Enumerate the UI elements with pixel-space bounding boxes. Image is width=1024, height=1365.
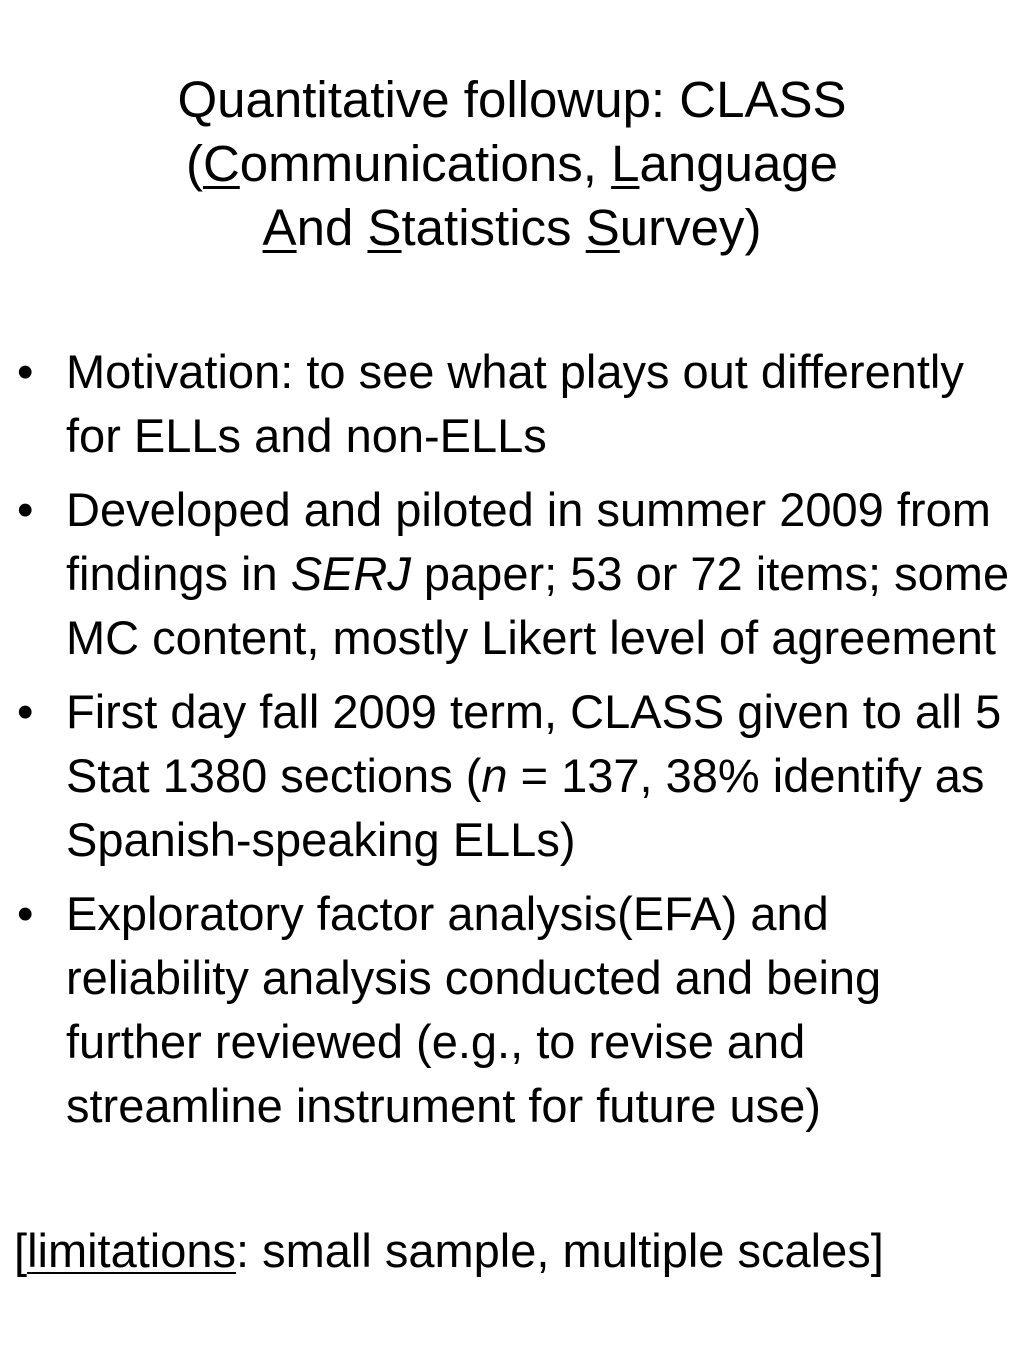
title-language-rest: anguage [639, 135, 839, 192]
bullet-dot-icon: • [17, 887, 34, 940]
limitations-open-bracket: [ [14, 1224, 28, 1277]
acronym-letter-a: A [262, 199, 297, 256]
title-line-3 [40, 196, 984, 260]
bullet-efa [0, 882, 1024, 1138]
sample-size-symbol: n [481, 749, 508, 802]
title-statistics-rest: tatistics [401, 199, 586, 256]
limitations-label: limitations [27, 1224, 237, 1277]
bullet-developed-text-2: paper; 53 or 72 items; some MC content, mostly Likert level of agreement [66, 547, 1010, 664]
bullet-first-day-text-2: = 137, 38% identify as Spanish-speaking ELLs) [66, 749, 985, 866]
acronym-letter-l: L [611, 135, 640, 192]
title-and-rest: nd [296, 199, 368, 256]
bullet-first-day [0, 680, 1024, 872]
acronym-letter-c: C [202, 135, 240, 192]
bullet-motivation [0, 340, 1024, 468]
journal-name: SERJ [290, 547, 411, 600]
bullet-motivation-text: Motivation: to see what plays out differently for ELLs and non-ELLs [66, 345, 964, 462]
title-communications-rest: ommunications, [239, 135, 612, 192]
acronym-letter-s-survey: S [585, 199, 620, 256]
title-survey-rest: urvey) [619, 199, 762, 256]
title-line-2 [40, 132, 984, 196]
bullet-developed-text-1: Developed and piloted in summer 2009 from findings in [66, 483, 991, 600]
bullet-dot-icon: • [17, 483, 34, 536]
title-open-paren: ( [185, 135, 203, 192]
limitations-text: : small sample, multiple scales] [236, 1224, 884, 1277]
limitations-note [14, 1219, 884, 1283]
title-line-1: Quantitative followup: CLASS [177, 71, 847, 128]
bullet-efa-text: Exploratory factor analysis(EFA) and reliability analysis conducted and being further reviewed (e.g., to revise and streamline instrument for future use) [66, 887, 882, 1132]
acronym-letter-s-statistics: S [367, 199, 402, 256]
bullet-list [0, 340, 1024, 1148]
bullet-dot-icon: • [17, 345, 34, 398]
slide-title [40, 68, 984, 260]
bullet-developed [0, 478, 1024, 670]
bullet-dot-icon: • [17, 685, 34, 738]
bullet-first-day-text-1: First day fall 2009 term, CLASS given to all 5 Stat 1380 sections ( [66, 685, 1002, 802]
